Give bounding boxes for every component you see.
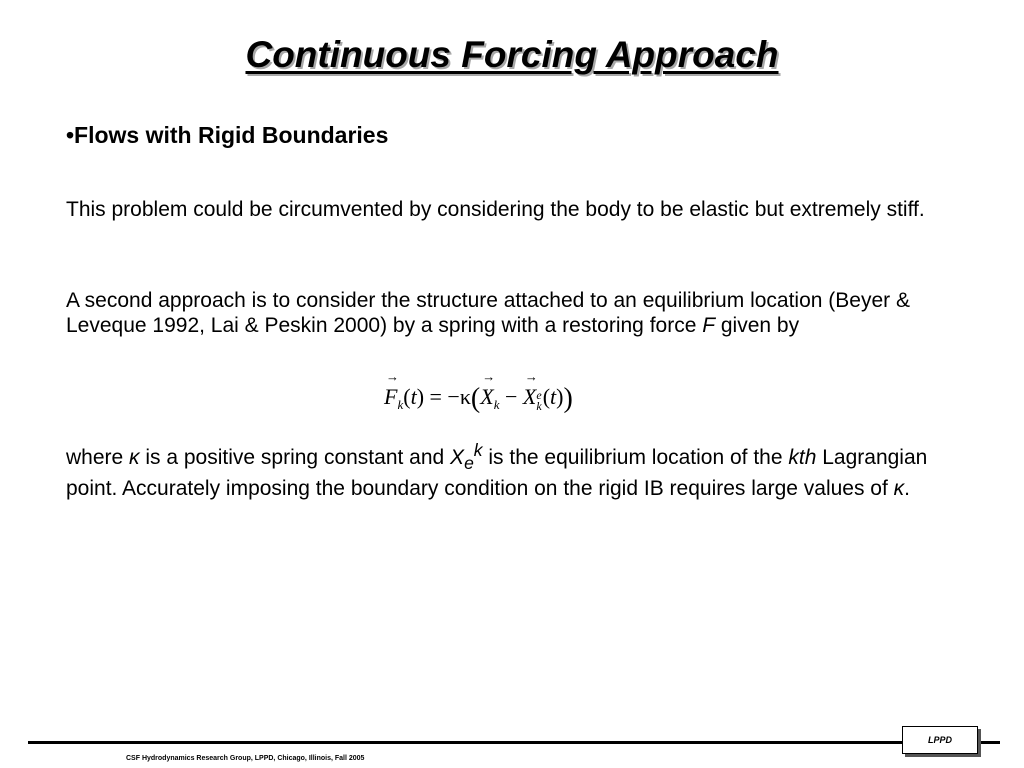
paragraph-2-after: given by	[715, 314, 800, 337]
eq-equilibrium-vector: → X	[523, 384, 536, 410]
eq-supsub	[536, 390, 541, 412]
eq-big-paren-open: (	[470, 383, 481, 414]
x-superscript-k: k	[473, 440, 483, 460]
paragraph-2	[66, 288, 966, 338]
kappa-symbol-2: κ	[893, 477, 905, 501]
kappa-symbol-1: κ	[129, 446, 140, 469]
eq-paren-close-2: )	[556, 384, 564, 409]
eq-sup-e: e	[536, 388, 542, 402]
p3-text-3: is the equilibrium location of the	[482, 446, 789, 469]
eq-sub-k1: k	[397, 397, 404, 412]
p3-text-4: Lagrangian point. Accurately imposing the boundary condition on the rigid IB requires large values of	[66, 446, 928, 501]
spring-force-equation	[384, 383, 573, 415]
eq-paren-close-1: )	[416, 384, 425, 409]
eq-minus: −	[499, 384, 523, 409]
eq-force-vector: → F	[384, 384, 397, 410]
footer-rule-right	[980, 741, 1000, 744]
eq-position-vector: → X	[480, 384, 493, 410]
paragraph-1: This problem could be circumvented by considering the body to be elastic but extremely stiff.	[66, 198, 925, 221]
bullet-heading: •Flows with Rigid Boundaries	[66, 122, 389, 148]
eq-time-1: t	[410, 384, 417, 409]
eq-paren-open-2: (	[542, 384, 551, 409]
x-symbol: X	[450, 446, 465, 469]
force-symbol: F	[702, 314, 716, 337]
paragraph-2-text: A second approach is to consider the structure attached to an equilibrium location (Beyer & Leveque 1992, Lai & Peskin 2000) by a spring with a restoring force	[66, 289, 910, 337]
paragraph-3	[66, 438, 966, 501]
x-subscript-e: e	[464, 453, 474, 474]
footer-text: CSF Hydrodynamics Research Group, LPPD, Chicago, Illinois, Fall 2005	[126, 755, 365, 762]
eq-sub-k2: k	[493, 397, 500, 412]
eq-equals-kappa: = −κ	[424, 384, 471, 409]
eq-big-paren-close: )	[563, 383, 573, 414]
eq-time-2: t	[550, 384, 557, 409]
lppd-logo: LPPD	[902, 726, 978, 754]
footer-rule	[28, 741, 928, 744]
p3-text-5: .	[904, 477, 910, 501]
p3-text-2: is a positive spring constant and	[139, 446, 451, 469]
eq-sub-k3: k	[536, 399, 542, 413]
kth-word: kth	[788, 446, 817, 469]
eq-paren-open-1: (	[403, 384, 411, 409]
slide-title: Continuous Forcing Approach	[245, 34, 779, 75]
p3-text-1: where	[66, 446, 130, 469]
